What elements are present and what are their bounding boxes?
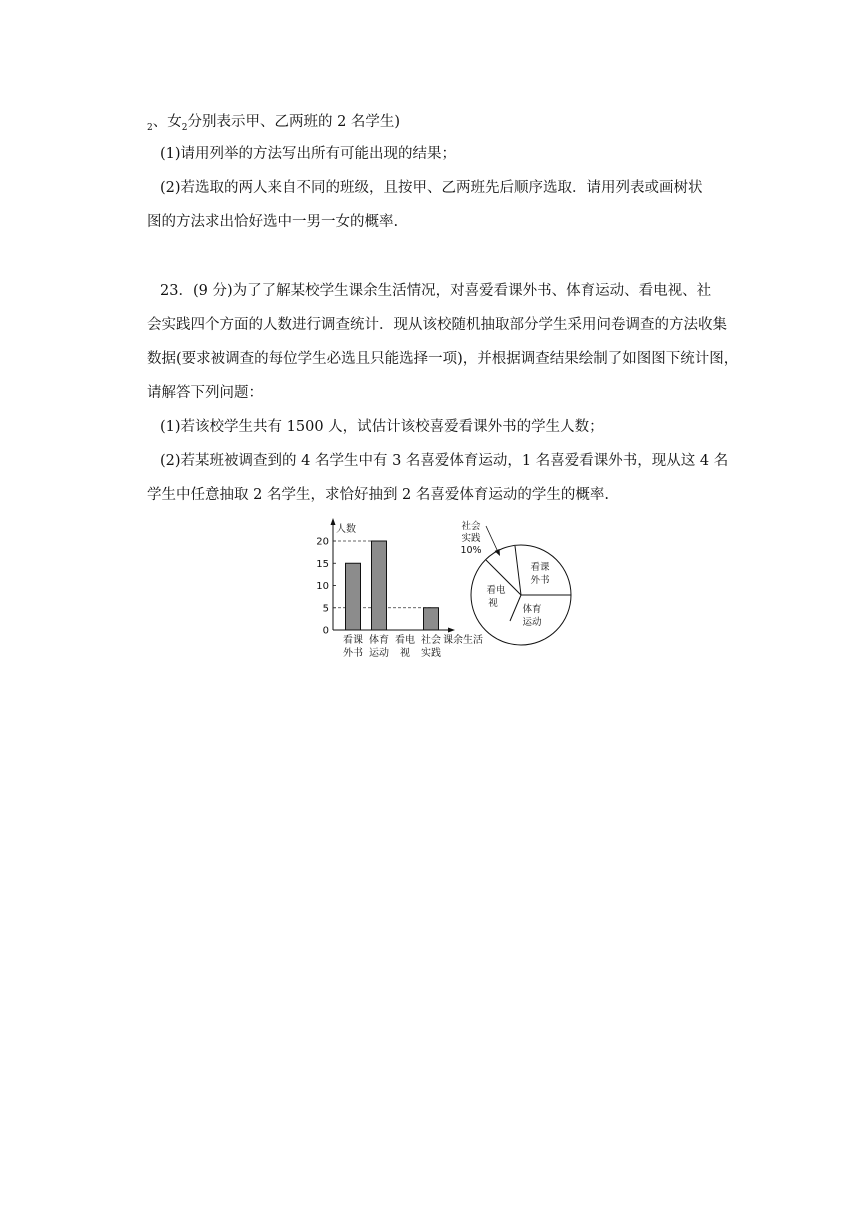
y-axis-label: 人数 — [336, 524, 356, 535]
pie-divider — [510, 595, 521, 621]
subscript: 2 — [181, 123, 188, 133]
subscript: 2 — [147, 123, 153, 133]
y-tick-label: 20 — [316, 536, 329, 548]
text-line-continued: $_2$、女$_2$分别表示甲、乙两班的 2 名学生) — [147, 114, 401, 133]
pie-callout-percent: 10% — [460, 545, 482, 556]
y-axis-arrow — [331, 518, 336, 525]
question-23-part-1: (1)若该校学生共有 1500 人，试估计该校喜爱看课外书的学生人数； — [160, 419, 604, 435]
question-23-part-2: (2)若某班被调查到的 4 名学生中有 3 名喜爱体育运动，1 名喜爱看课外书，现从这 4 名 — [160, 453, 729, 469]
bar — [346, 563, 361, 630]
y-tick-label: 10 — [316, 581, 329, 592]
x-tick-label: 视 — [400, 648, 410, 659]
pie-callout-label: 社会 — [461, 521, 481, 532]
y-tick-label: 5 — [322, 603, 329, 615]
pie-callout-label: 实践 — [461, 533, 481, 544]
x-tick-label: 体育 — [369, 635, 389, 646]
pie-slice-label: 外书 — [530, 575, 550, 586]
x-tick-label: 外书 — [343, 648, 363, 659]
pie-slice-label: 体育 — [522, 604, 542, 615]
pie-slice-label: 看电 — [486, 585, 506, 596]
callout-line — [486, 526, 498, 552]
y-tick-label: 0 — [322, 625, 329, 637]
x-tick-label: 实践 — [421, 648, 441, 659]
pie-slice-label: 运动 — [522, 617, 542, 628]
x-axis-arrow — [448, 628, 455, 633]
question-23-part-2-cont: 学生中任意抽取 2 名学生，求恰好抽到 2 名喜爱体育运动的学生的概率. — [147, 487, 609, 503]
bar — [372, 541, 387, 630]
question-23-stem-4: 请解答下列问题： — [147, 385, 263, 401]
x-tick-label: 看电 — [395, 635, 415, 646]
question-23-stem-3: 数据(要求被调查的每位学生必选且只能选择一项)，并根据调查结果绘制了如图图下统计图， — [147, 351, 739, 367]
x-axis-label: 课余生活 — [443, 635, 483, 646]
statistics-figure — [300, 516, 600, 666]
question-23-stem: 23．(9 分)为了了解某校学生课余生活情况，对喜爱看课外书、体育运动、看电视、社 — [160, 283, 712, 299]
question-22-part-1: (1)请用列举的方法写出所有可能出现的结果； — [160, 146, 457, 162]
question-22-part-2: (2)若选取的两人来自不同的班级，且按甲、乙两班先后顺序选取．请用列表或画树状 — [160, 180, 703, 196]
bar — [424, 608, 439, 630]
question-22-part-2-cont: 图的方法求出恰好选中一男一女的概率. — [147, 214, 399, 230]
x-tick-label: 社会 — [421, 635, 441, 646]
pie-slice-label: 看课 — [530, 562, 550, 573]
pie-divider — [515, 546, 521, 595]
pie-chart — [460, 520, 571, 645]
pie-slice-label: 视 — [488, 598, 498, 609]
charts-svg — [300, 516, 600, 666]
x-tick-label: 看课 — [343, 635, 363, 646]
x-tick-label: 运动 — [369, 648, 389, 659]
bar-layer — [316, 537, 441, 660]
question-23-stem-2: 会实践四个方面的人数进行调查统计．现从该校随机抽取部分学生采用问卷调查的方法收集 — [147, 317, 727, 333]
y-tick-label: 15 — [316, 558, 329, 570]
